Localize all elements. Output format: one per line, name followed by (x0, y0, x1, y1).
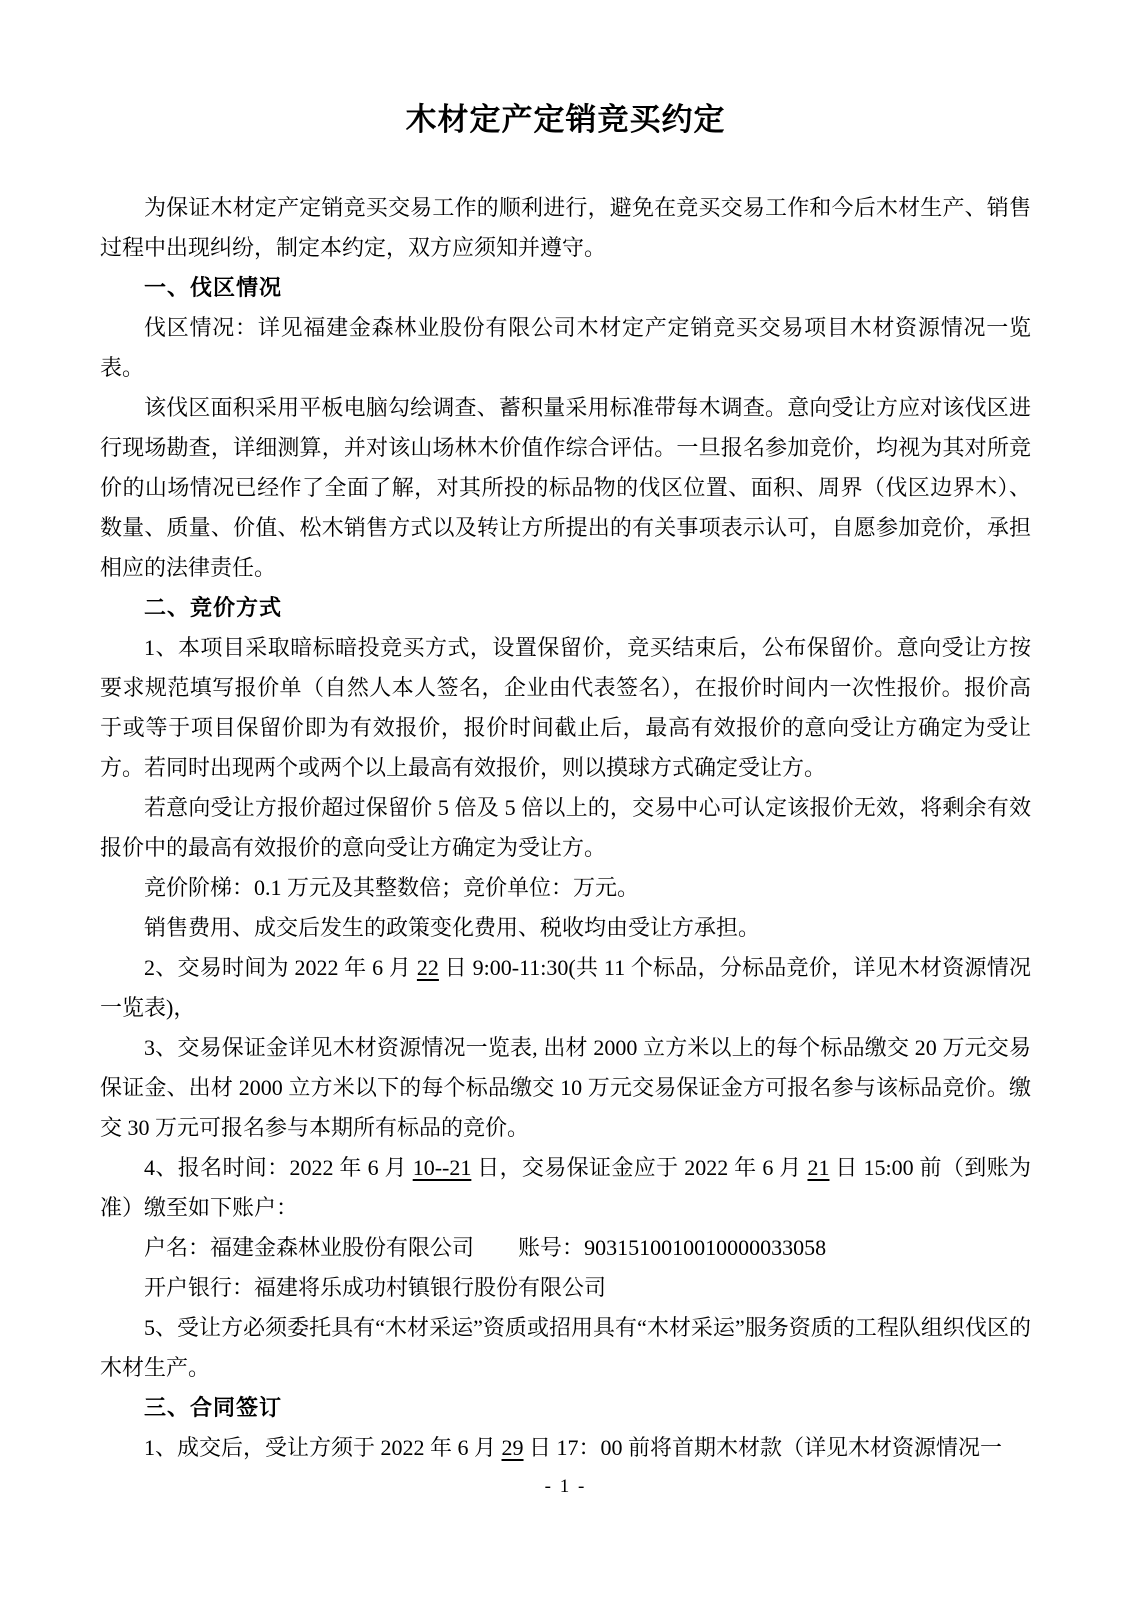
survey-paragraph: 该伐区面积采用平板电脑勾绘调查、蓄积量采用标准带每木调查。意向受让方应对该伐区进行现场勘查，详细测算，并对该山场林木价值作综合评估。一旦报名参加竞价，均视为其对所竞价的山场情况已经作了全面了解，对其所投的标品物的伐区位置、面积、周界（伐区边界木）、数量、质量、价值、松木销售方式以及转让方所提出的有关事项表示认可，自愿参加竞价，承担相应的法律责任。 (100, 395, 1031, 580)
invalid-bid-paragraph: 若意向受让方报价超过保留价 5 倍及 5 倍以上的，交易中心可认定该报价无效，将剩余有效报价中的最高有效报价的意向受让方确定为受让方。 (100, 795, 1031, 860)
text-segment: 日，交易保证金应于 2022 年 6 月 (471, 1155, 808, 1180)
underlined-deadline-day: 21 (807, 1155, 830, 1180)
underlined-payment-day: 29 (501, 1435, 524, 1460)
bidding-method-paragraph: 1、本项目采取暗标暗投竞买方式，设置保留价，竞买结束后，公布保留价。意向受让方按要求规范填写报价单（自然人本人签名，企业由代表签名），在报价时间内一次性报价。报价高于或等于项目保留价即为有效报价，报价时间截止后，最高有效报价的意向受让方确定为受让方。若同时出现两个或两个以上最高有效报价，则以摸球方式确定受让方。 (100, 635, 1031, 780)
logging-qualification-paragraph: 5、受让方必须委托具有“木材采运”资质或招用具有“木材采运”服务资质的工程队组织伐区的木材生产。 (100, 1315, 1031, 1380)
section2-heading: 二、竞价方式 (144, 595, 283, 620)
intro-paragraph: 为保证木材定产定销竞买交易工作的顺利进行，避免在竞买交易工作和今后木材生产、销售过程中出现纠纷，制定本约定，双方应须知并遵守。 (100, 195, 1031, 260)
fees-paragraph: 销售费用、成交后发生的政策变化费用、税收均由受让方承担。 (144, 915, 761, 940)
document-body (100, 98, 1031, 1468)
account-name-value: 福建金森林业股份有限公司 (210, 1235, 475, 1260)
account-number-value: 9031510010010000033058 (584, 1235, 827, 1260)
page-number: - 1 - (544, 1476, 587, 1497)
text-segment: 日 9:00-11:30(共 11 个标品，分标品竞价，详见木材资源情况一览表)， (100, 955, 1031, 1020)
contract-signing-paragraph (100, 1428, 1031, 1468)
spacer (474, 1235, 518, 1260)
deposit-paragraph: 3、交易保证金详见木材资源情况一览表, 出材 2000 立方米以上的每个标品缴交 20 万元交易保证金、出材 2000 立方米以下的每个标品缴交 10 万元交易保证金方可报名参与该标品竞价。缴交 30 万元可报名参与本期所有标品的竞价。 (100, 1035, 1031, 1140)
text-segment: 4、报名时间：2022 年 6 月 (144, 1155, 413, 1180)
section1-heading: 一、伐区情况 (144, 275, 283, 300)
registration-time-paragraph (100, 1148, 1031, 1228)
account-name-label: 户名： (144, 1235, 211, 1260)
text-segment: 1、成交后，受让方须于 2022 年 6 月 (144, 1435, 502, 1460)
page-title: 木材定产定销竞买约定 (405, 102, 726, 137)
text-segment: 日 15:00 前（到账为准）缴至如下账户： (100, 1155, 1031, 1220)
bank-paragraph: 开户银行：福建将乐成功村镇银行股份有限公司 (144, 1275, 607, 1300)
underlined-trade-day: 22 (416, 955, 439, 980)
text-segment: 2、交易时间为 2022 年 6 月 (144, 955, 417, 980)
bid-increment-paragraph: 竞价阶梯：0.1 万元及其整数倍；竞价单位：万元。 (144, 875, 640, 900)
trade-time-paragraph (100, 948, 1031, 1028)
underlined-registration-range: 10--21 (412, 1155, 472, 1180)
account-paragraph (100, 1228, 1031, 1268)
text-segment: 日 17：00 前将首期木材款（详见木材资源情况一 (523, 1435, 1003, 1460)
account-number-label: 账号： (518, 1235, 585, 1260)
felling-area-paragraph: 伐区情况：详见福建金森林业股份有限公司木材定产定销竞买交易项目木材资源情况一览表。 (100, 315, 1031, 380)
section3-heading: 三、合同签订 (144, 1395, 283, 1420)
